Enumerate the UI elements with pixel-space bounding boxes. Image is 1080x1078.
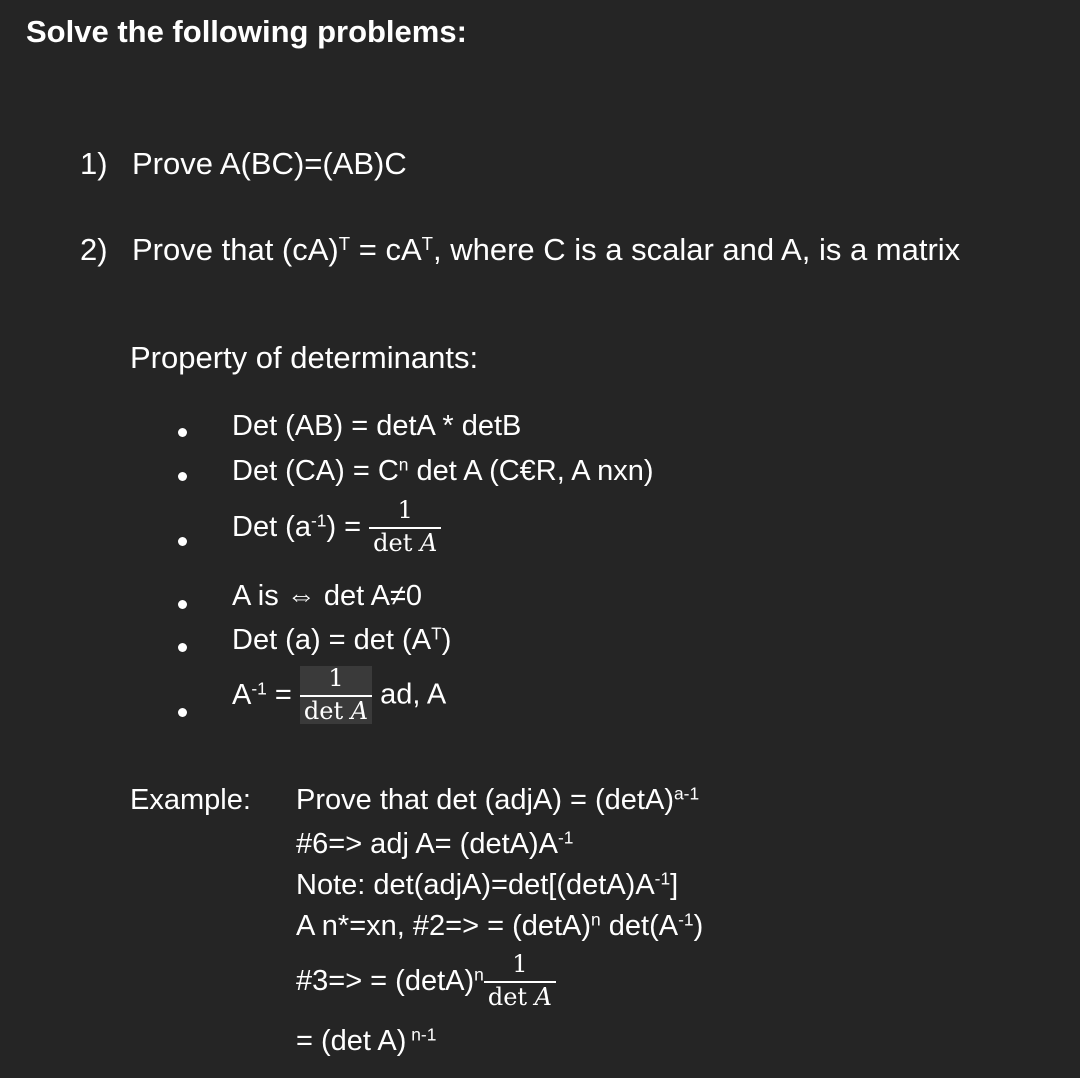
bullet-dot [178, 537, 187, 546]
example-line-1: Prove that det (adjA) = $(\det A)^{a-1}$ [296, 783, 700, 816]
fraction-one-over-det-a: $\frac{1}{\text{det A}}$ [369, 498, 441, 556]
example-line-3: Note: $\det(adjA)=\det[(\det A)A^{-1}]$ [296, 868, 679, 901]
example-label: Example: [130, 784, 251, 816]
example-line-5: #3=> = $(\det A)^n$ $\frac{1}{\text{det A}}$ [296, 952, 556, 1010]
example-line-2: #6=> adj $A= (\det A)A^{-1}$ [296, 827, 574, 860]
bullet-dot [178, 643, 187, 652]
bullet-dot [178, 472, 187, 481]
example-line-6: = (det A) $^{n-1}$ [296, 1024, 437, 1057]
property-3: Det $(a^{-1})$ = $\frac{1}{\text{det A}}$ [232, 498, 441, 556]
problem-1 [80, 146, 980, 186]
property-5: Det $(a) = \det (A^T)$ [232, 623, 452, 656]
problem-1-text: Prove A(BC)=(AB)C [132, 146, 407, 181]
fraction-one-over-det-a: $\frac{1}{\text{det A}}$ [300, 666, 372, 724]
property-4: A is ⇔ det A≠0 [232, 580, 423, 612]
fraction-one-over-det-a: $\frac{1}{\text{det A}}$ [484, 952, 556, 1010]
problem-2 [80, 232, 1070, 272]
problem-1-number: 1) [80, 146, 108, 181]
example-line-4: A n*=xn, #2=> = $(\det A)^n$ $\det(A^{-1})$ [296, 909, 704, 942]
bullet-dot [178, 708, 187, 717]
problem-2-text: Prove that $(cA)^T = cA^T$, where C is a scalar and A, is a matrix [132, 232, 961, 267]
bullet-dot [178, 600, 187, 609]
properties-title: Property of determinants: [130, 340, 479, 375]
page-heading: Solve the following problems: [26, 14, 467, 49]
property-1: Det (AB) = detA * detB [232, 410, 522, 442]
property-6: $A^{-1}$ = $\frac{1}{\text{det A}}$ ad, A [232, 664, 447, 726]
problem-2-number: 2) [80, 232, 108, 267]
bullet-dot [178, 428, 187, 437]
property-2: Det $(CA) = C^n$ det A (C€R, A nxn) [232, 454, 654, 487]
